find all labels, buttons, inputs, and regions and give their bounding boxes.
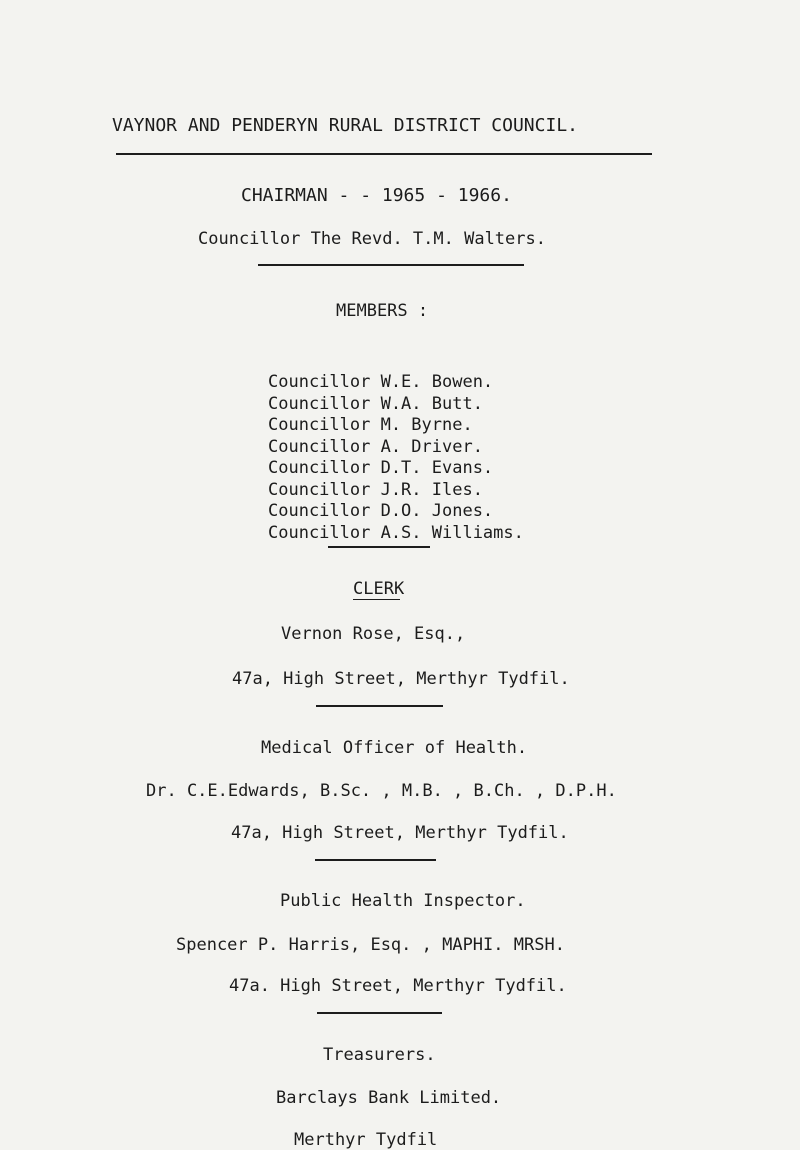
inspector-address: 47a. High Street, Merthyr Tydfil.	[229, 976, 567, 996]
clerk-heading: CLERK	[353, 579, 405, 599]
member-item: Councillor J.R. Iles.	[268, 479, 483, 500]
members-heading: MEMBERS :	[336, 301, 429, 321]
treasurers-location: Merthyr Tydfil	[294, 1130, 438, 1150]
medical-officer-heading: Medical Officer of Health.	[261, 738, 528, 758]
inspector-divider	[317, 1012, 442, 1014]
member-item: Councillor D.O. Jones.	[268, 501, 494, 521]
member-item: Councillor W.A. Butt.	[268, 393, 483, 414]
clerk-address: 47a, High Street, Merthyr Tydfil.	[232, 669, 570, 689]
title-underline	[116, 153, 652, 155]
member-item: Councillor W.E. Bowen.	[268, 372, 494, 392]
treasurers-name: Barclays Bank Limited.	[276, 1088, 502, 1108]
medical-officer-name: Dr. C.E.Edwards, B.Sc. , M.B. , B.Ch. , D.P.H.	[146, 781, 617, 801]
inspector-heading: Public Health Inspector.	[280, 891, 526, 911]
chairman-heading: CHAIRMAN - - 1965 - 1966.	[241, 185, 512, 206]
clerk-name: Vernon Rose, Esq.,	[281, 624, 466, 644]
clerk-divider	[316, 705, 443, 707]
members-list	[268, 372, 524, 544]
medical-officer-divider	[315, 859, 436, 861]
inspector-name: Spencer P. Harris, Esq. , MAPHI. MRSH.	[176, 935, 565, 955]
medical-officer-address: 47a, High Street, Merthyr Tydfil.	[231, 823, 569, 843]
treasurers-heading: Treasurers.	[323, 1045, 436, 1065]
member-item: Councillor D.T. Evans.	[268, 458, 494, 478]
chairman-divider	[258, 264, 524, 266]
member-item: Councillor A. Driver.	[268, 436, 483, 457]
member-item: Councillor A.S. Williams.	[268, 522, 524, 543]
clerk-underline	[353, 599, 400, 600]
chairman-name: Councillor The Revd. T.M. Walters.	[198, 229, 546, 249]
council-title: VAYNOR AND PENDERYN RURAL DISTRICT COUNCIL.	[112, 115, 578, 136]
member-item: Councillor M. Byrne.	[268, 415, 473, 435]
members-divider	[328, 546, 430, 548]
